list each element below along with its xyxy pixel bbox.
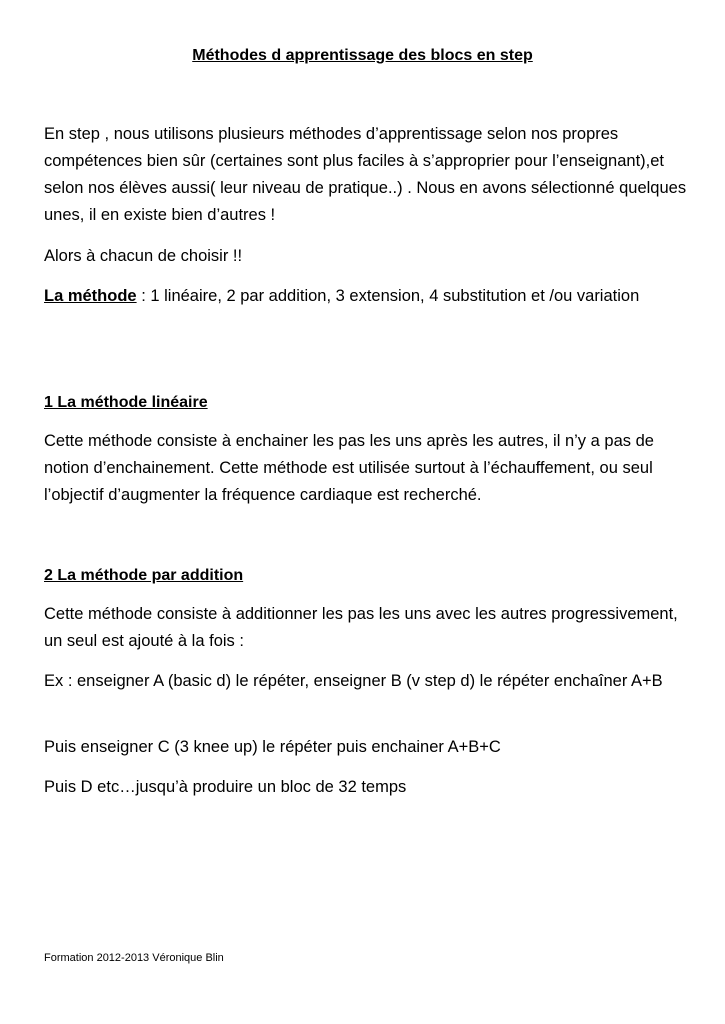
section1-heading: 1 La méthode linéaire [44,394,208,411]
section2-paragraph: Cette méthode consiste à additionner les pas les uns avec les autres progressivement, un seul est ajouté à la fois : [44,605,678,650]
intro-paragraph: En step , nous utilisons plusieurs méthodes d’apprentissage selon nos propres compétences bien sûr (certaines sont plus faciles à s’approprier pour l’enseignant),et selon nos élèves aussi( leur niveau de pratique..) . Nous en avons sélectionné quelques unes, il en existe bien d’autres ! [44,125,687,224]
section2-example: Ex : enseigner A (basic d) le répéter, enseigner B (v step d) le répéter enchaîner A+B [44,672,663,690]
section2-heading: 2 La méthode par addition [44,567,244,584]
section1-paragraph: Cette méthode consiste à enchainer les pas les uns après les autres, il n’y a pas de notion d’enchainement. Cette méthode est utilisée surtout à l’échauffement, ou seul l’objectif d’augmenter la fréquence cardiaque est recherché. [44,432,654,504]
section2-step-d: Puis D etc…jusqu’à produire un bloc de 32 temps [44,778,407,796]
method-summary [44,283,694,310]
page-footer: Formation 2012-2013 Véronique Blin [44,952,224,964]
intro-choice: Alors à chacun de choisir !! [44,247,243,265]
method-text: : 1 linéaire, 2 par addition, 3 extension, 4 substitution et /ou variation [136,287,640,305]
section2-step-c: Puis enseigner C (3 knee up) le répéter puis enchainer A+B+C [44,738,501,756]
document-title: Méthodes d apprentissage des blocs en step [192,47,533,64]
method-label: La méthode [44,287,137,305]
